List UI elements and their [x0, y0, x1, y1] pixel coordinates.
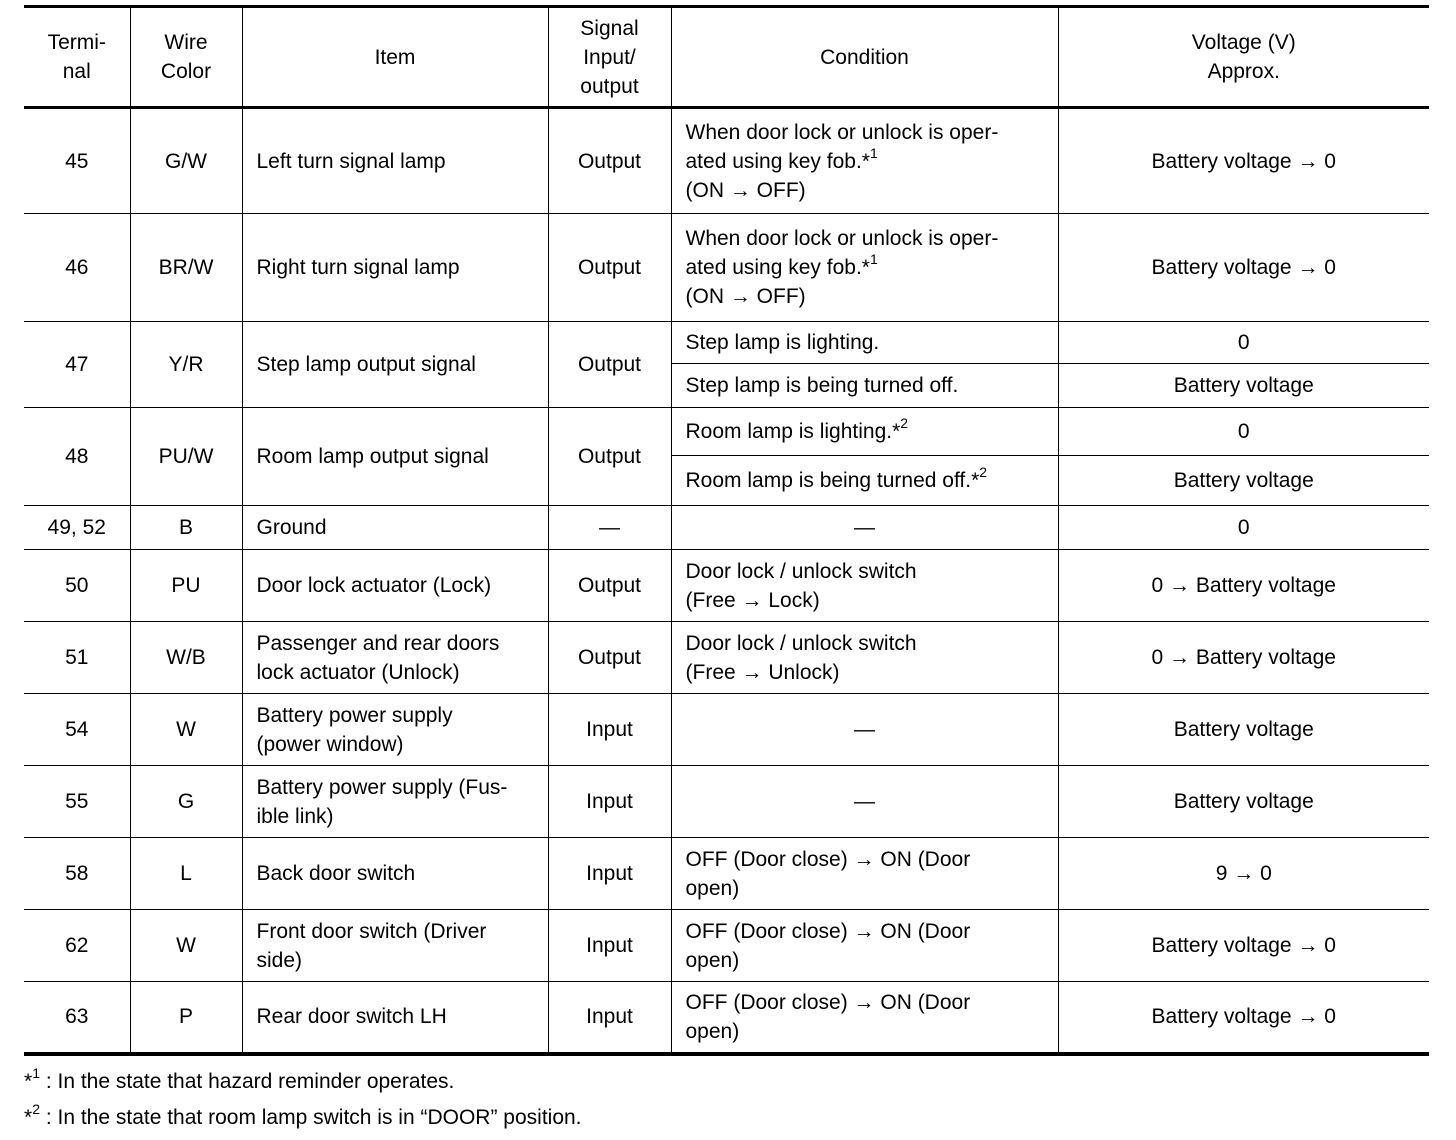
- voltage-cell: Battery voltage: [1058, 766, 1429, 838]
- header-item: Item: [242, 7, 548, 108]
- terminal-cell: 48: [24, 408, 130, 506]
- wire-color-cell: G: [130, 766, 242, 838]
- terminal-cell: 47: [24, 322, 130, 408]
- terminal-cell: 62: [24, 910, 130, 982]
- condition-cell: —: [671, 506, 1058, 550]
- condition-cell: Room lamp is being turned off.*$^2$: [671, 456, 1058, 506]
- signal-cell: Input: [548, 910, 671, 982]
- terminal-cell: 58: [24, 838, 130, 910]
- signal-cell: Output: [548, 322, 671, 408]
- item-cell: Back door switch: [242, 838, 548, 910]
- table-row: [24, 622, 1429, 694]
- header-terminal: Termi- nal: [24, 7, 130, 108]
- condition-cell: When door lock or unlock is oper- ated using key fob.*$^1$ (ON → OFF): [671, 108, 1058, 214]
- item-cell: Front door switch (Driver side): [242, 910, 548, 982]
- condition-cell: —: [671, 766, 1058, 838]
- header-signal: Signal Input/ output: [548, 7, 671, 108]
- wire-color-cell: L: [130, 838, 242, 910]
- signal-cell: Output: [548, 108, 671, 214]
- terminal-cell: 63: [24, 982, 130, 1054]
- footnote-1: *$^1$ : In the state that hazard reminder operates.: [24, 1065, 455, 1093]
- wire-color-cell: P: [130, 982, 242, 1054]
- terminal-cell: 55: [24, 766, 130, 838]
- table-row: [24, 322, 1429, 364]
- condition-cell: Door lock / unlock switch (Free → Lock): [671, 550, 1058, 622]
- terminal-cell: 45: [24, 108, 130, 214]
- voltage-cell: 9 → 0: [1058, 838, 1429, 910]
- table-row: [24, 838, 1429, 910]
- voltage-cell: Battery voltage → 0: [1058, 108, 1429, 214]
- terminal-cell: 54: [24, 694, 130, 766]
- item-cell: Step lamp output signal: [242, 322, 548, 408]
- condition-cell: OFF (Door close) → ON (Door open): [671, 838, 1058, 910]
- header-wire-color: Wire Color: [130, 7, 242, 108]
- signal-cell: Input: [548, 694, 671, 766]
- voltage-cell: 0 → Battery voltage: [1058, 550, 1429, 622]
- item-cell: Room lamp output signal: [242, 408, 548, 506]
- signal-cell: Input: [548, 982, 671, 1054]
- voltage-cell: Battery voltage → 0: [1058, 214, 1429, 322]
- signal-cell: Output: [548, 550, 671, 622]
- condition-cell: Step lamp is lighting.: [671, 322, 1058, 364]
- terminal-cell: 49, 52: [24, 506, 130, 550]
- condition-cell: Step lamp is being turned off.: [671, 364, 1058, 408]
- table-row: [24, 214, 1429, 322]
- item-cell: Battery power supply (Fus- ible link): [242, 766, 548, 838]
- voltage-cell: Battery voltage → 0: [1058, 982, 1429, 1054]
- signal-cell: —: [548, 506, 671, 550]
- header-condition: Condition: [671, 7, 1058, 108]
- signal-cell: Output: [548, 622, 671, 694]
- footnote-2: *$^2$ : In the state that room lamp switch is in “DOOR” position.: [24, 1101, 582, 1129]
- signal-cell: Output: [548, 408, 671, 506]
- item-cell: Rear door switch LH: [242, 982, 548, 1054]
- voltage-cell: 0: [1058, 506, 1429, 550]
- table-row: [24, 982, 1429, 1054]
- table-header-row: [24, 7, 1429, 108]
- voltage-cell: 0 → Battery voltage: [1058, 622, 1429, 694]
- condition-cell: OFF (Door close) → ON (Door open): [671, 982, 1058, 1054]
- signal-cell: Output: [548, 214, 671, 322]
- terminal-spec-table: [24, 5, 1429, 1056]
- signal-cell: Input: [548, 838, 671, 910]
- voltage-cell: Battery voltage: [1058, 364, 1429, 408]
- voltage-cell: 0: [1058, 322, 1429, 364]
- table-row: [24, 108, 1429, 214]
- item-cell: Door lock actuator (Lock): [242, 550, 548, 622]
- condition-cell: Room lamp is lighting.*$^2$: [671, 408, 1058, 456]
- wire-color-cell: W: [130, 910, 242, 982]
- table-row: [24, 694, 1429, 766]
- terminal-cell: 51: [24, 622, 130, 694]
- condition-cell: OFF (Door close) → ON (Door open): [671, 910, 1058, 982]
- table-row: [24, 550, 1429, 622]
- wire-color-cell: W/B: [130, 622, 242, 694]
- wire-color-cell: Y/R: [130, 322, 242, 408]
- condition-cell: Door lock / unlock switch (Free → Unlock): [671, 622, 1058, 694]
- table-row: [24, 408, 1429, 456]
- terminal-cell: 46: [24, 214, 130, 322]
- wire-color-cell: PU: [130, 550, 242, 622]
- voltage-cell: Battery voltage → 0: [1058, 910, 1429, 982]
- terminal-cell: 50: [24, 550, 130, 622]
- voltage-cell: 0: [1058, 408, 1429, 456]
- footnotes: [24, 1064, 582, 1136]
- table-row: [24, 766, 1429, 838]
- item-cell: Ground: [242, 506, 548, 550]
- voltage-cell: Battery voltage: [1058, 694, 1429, 766]
- item-cell: Passenger and rear doors lock actuator (Unlock): [242, 622, 548, 694]
- wire-color-cell: W: [130, 694, 242, 766]
- item-cell: Battery power supply (power window): [242, 694, 548, 766]
- voltage-cell: Battery voltage: [1058, 456, 1429, 506]
- item-cell: Left turn signal lamp: [242, 108, 548, 214]
- wire-color-cell: PU/W: [130, 408, 242, 506]
- table-row: [24, 910, 1429, 982]
- signal-cell: Input: [548, 766, 671, 838]
- header-voltage: Voltage (V) Approx.: [1058, 7, 1429, 108]
- condition-cell: When door lock or unlock is oper- ated using key fob.*$^1$ (ON → OFF): [671, 214, 1058, 322]
- table-row: [24, 506, 1429, 550]
- wire-color-cell: BR/W: [130, 214, 242, 322]
- item-cell: Right turn signal lamp: [242, 214, 548, 322]
- wire-color-cell: G/W: [130, 108, 242, 214]
- condition-cell: —: [671, 694, 1058, 766]
- wire-color-cell: B: [130, 506, 242, 550]
